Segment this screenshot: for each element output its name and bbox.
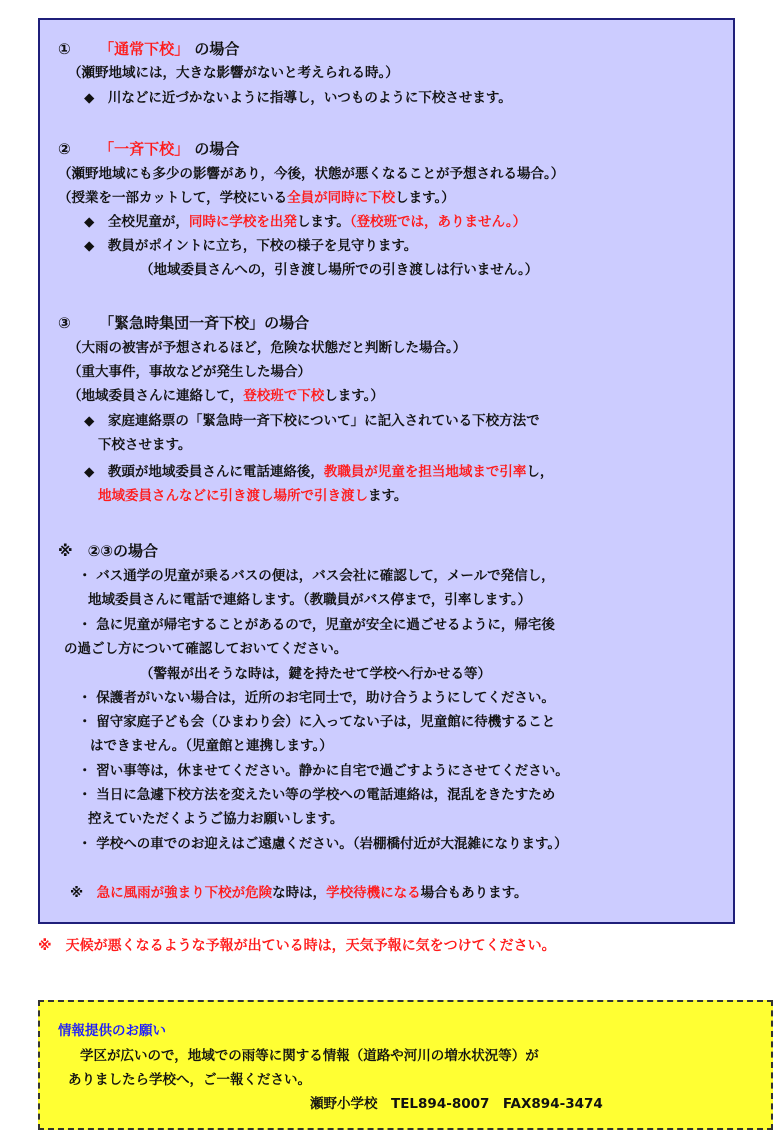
section3-bullet-1-line1: ◆ 家庭連絡票の「緊急時一斉下校について」に記入されている下校方法で [84, 413, 540, 429]
text: ◆ 教頭が地域委員さんに電話連絡後， [84, 464, 324, 480]
highlight-text: 学校待機になる [326, 885, 421, 901]
text: ※ [70, 885, 97, 901]
section3-subtitle-2: （重大事件，事故などが発生した場合） [68, 364, 311, 380]
text: ます。 [368, 488, 408, 504]
highlight-text: （登校班では，ありません。） [349, 214, 527, 230]
text: ◆ 全校児童が， [84, 214, 189, 230]
section2-heading [58, 140, 239, 158]
section2-suffix: の場合 [194, 140, 240, 158]
section2-bullet-2: ◆ 教員がポイントに立ち，下校の様子を見守ります。 [84, 238, 418, 254]
section3-heading [58, 314, 309, 332]
highlight-text: 登校班で下校 [243, 388, 325, 404]
highlight-text: 急に風雨が強まり下校が危険 [96, 885, 273, 901]
info-line-2: ありましたら学校へ，ご一報ください。 [68, 1072, 311, 1088]
section1-heading [58, 40, 239, 58]
section2-subtitle-1: （瀬野地域にも多少の影響があり，今後，状態が悪くなることが予想される場合。） [58, 166, 565, 182]
main-notice-box [38, 18, 735, 924]
section4-item7: ・ 学校への車でのお迎えはご遠慮ください。（岩棚橋付近が大混雑になります。） [78, 836, 568, 852]
school-contact: 瀬野小学校 TEL894-8007 FAX894-3474 [310, 1096, 603, 1112]
section4-heading: ※ ②③の場合 [58, 542, 158, 560]
section2-title: 「一斉下校」 [99, 140, 190, 158]
section2-subtitle-2 [58, 189, 455, 207]
section3-bullet-1-line2: 下校させます。 [98, 437, 192, 453]
section4-item2-line2: の過ごし方について確認しておいてください。 [64, 641, 348, 657]
section4-item4-line2: はできません。（児童館と連携します。） [90, 738, 333, 754]
section1-bullet: ◆ 川などに近づかないように指導し，いつものように下校させます。 [84, 90, 512, 106]
section4-item1-line1: ・ バス通学の児童が乗るバスの便は，バス会社に確認して，メールで発信し， [78, 568, 555, 584]
section1-number: ① [58, 40, 71, 58]
highlight-text: 教職員が児童を担当地域まで引率 [323, 464, 527, 480]
section3-number: ③ [58, 314, 71, 332]
text: し， [526, 464, 554, 480]
section3-bullet-2-line1 [84, 463, 553, 481]
highlight-text: 同時に学校を出発 [188, 214, 297, 230]
section3-subtitle-1: （大雨の被害が予想されるほど，危険な状態だと判断した場合。） [68, 340, 467, 356]
section2-number: ② [58, 140, 71, 158]
section4-item3: ・ 保護者がいない場合は，近所のお宅同士で，助け合うようにしてください。 [78, 690, 555, 706]
section3-subtitle-3 [68, 387, 384, 405]
text: 場合もあります。 [420, 885, 528, 901]
section4-item6-line2: 控えていただくようご協力お願いします。 [88, 811, 344, 827]
info-line-1: 学区が広いので，地域での雨等に関する情報（道路や河川の増水状況等）が [80, 1048, 539, 1064]
section1-title: 「通常下校」 [99, 40, 190, 58]
weather-forecast-note: ※ 天候が悪くなるような予報が出ている時は，天気予報に気をつけてください。 [38, 938, 556, 954]
section5-warning [70, 884, 528, 902]
section4-item4-line1: ・ 留守家庭子ども会（ひまわり会）に入ってない子は，児童館に待機すること [78, 714, 556, 730]
info-title: 情報提供のお願い [58, 1023, 166, 1039]
section3-title: 「緊急時集団一斉下校」の場合 [99, 314, 310, 332]
section4-item6-line1: ・ 当日に急遽下校方法を変えたい等の学校への電話連絡は，混乱をきたすため [78, 787, 556, 803]
section3-bullet-2-line2 [98, 487, 407, 505]
text: （授業を一部カットして，学校にいる [58, 190, 288, 206]
section4-item2-line1: ・ 急に児童が帰宅することがあるので，児童が安全に過ごせるように，帰宅後 [78, 617, 555, 633]
highlight-text: 地域委員さんなどに引き渡し場所で引き渡し [98, 488, 368, 504]
section2-bullet-2-note: （地域委員さんへの，引き渡し場所での引き渡しは行いません。） [140, 262, 539, 278]
text: （地域委員さんに連絡して， [68, 388, 244, 404]
text: な時は， [272, 885, 327, 901]
text: します。） [395, 190, 455, 206]
section1-subtitle: （瀬野地域には，大きな影響がないと考えられる時。） [68, 65, 399, 81]
section1-suffix: の場合 [194, 40, 240, 58]
info-request-box [38, 1000, 773, 1130]
section4-item2-line3: （警報が出そうな時は，鍵を持たせて学校へ行かせる等） [140, 666, 491, 682]
text: します。 [296, 214, 350, 230]
section4-item5: ・ 習い事等は，休ませてください。静かに自宅で過ごすようにさせてください。 [78, 763, 569, 779]
text: します。） [324, 388, 384, 404]
section2-bullet-1 [84, 213, 526, 231]
section4-item1-line2: 地域委員さんに電話で連絡します。（教職員がバス停まで，引率します。） [88, 592, 532, 608]
highlight-text: 全員が同時に下校 [287, 190, 396, 206]
